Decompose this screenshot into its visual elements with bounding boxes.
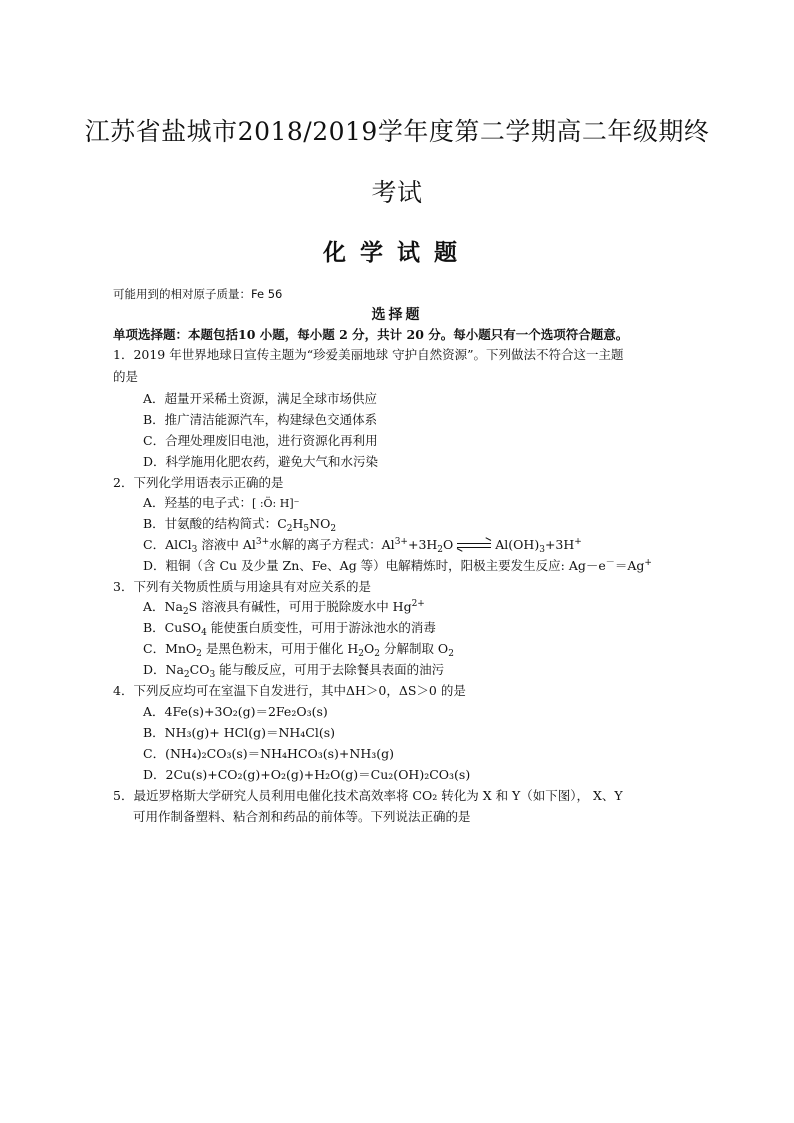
glycine-formula: $C_2H_5NO_2$ bbox=[277, 516, 337, 534]
exam-title-line1: 江苏省盐城市2018/2019学年度第二学期高二年级期终 bbox=[84, 117, 710, 146]
q2-d-part2: ＝Ag bbox=[614, 558, 645, 573]
section-heading: 选择题 bbox=[371, 307, 423, 323]
q5-stem-cont: 可用作制备塑料、粘合剂和药品的前体等。下列说法正确的是 bbox=[133, 809, 471, 824]
q1-option-a: A．超量开采稀土资源，满足全球市场供应 bbox=[143, 391, 378, 406]
q2-option-c: C．AlCl$_3$ 溶液中 $Al^{3+}$水解的离子方程式：$Al^{3+}+3H_2O$ $Al(OH)_3+3H^+$ bbox=[143, 537, 582, 555]
section-instruction: 单项选择题：本题包括10 小题，每小题 2 分，共计 20 分。每小题只有一个选项符合题意。 bbox=[113, 327, 629, 342]
q3-a-part1: A．Na bbox=[143, 599, 183, 614]
q1-option-c: C．合理处理废旧电池，进行资源化再利用 bbox=[143, 433, 378, 448]
q2-stem: 2．下列化学用语表示正确的是 bbox=[113, 475, 284, 490]
q3-option-d: D．$Na_2CO_3$ 能与酸反应，可用于去除餐具表面的油污 bbox=[143, 662, 445, 680]
q2-option-d: D．粗铜（含 Cu 及少量 Zn、Fe、Ag 等）电解精炼时，阳极主要发生反应: Ag－e－＝Ag+ bbox=[143, 558, 652, 573]
q2-c-part2: 溶液中 Al bbox=[197, 537, 256, 552]
q4-option-a: A．4Fe(s)+3O₂(g)＝2Fe₂O₃(s) bbox=[143, 704, 328, 719]
q2-c-part4: +3H bbox=[407, 537, 438, 552]
q3-d-part1: D．Na bbox=[143, 662, 184, 677]
subject-title: 化学试题 bbox=[323, 239, 471, 266]
q2-c-part6: Al(OH) bbox=[495, 537, 540, 552]
q3-c-part2: 是黑色粉末，可用于催化 H bbox=[201, 641, 359, 656]
q2-c-part1: C．AlCl bbox=[143, 537, 192, 552]
q4-option-d: D．2Cu(s)+CO₂(g)+O₂(g)+H₂O(g)＝Cu₂(OH)₂CO₃(s) bbox=[143, 767, 471, 782]
q3-c-part4: 分解制取 O bbox=[379, 641, 449, 656]
q1-option-d: D．科学施用化肥农药，避免大气和水污染 bbox=[143, 454, 379, 469]
equilibrium-arrow-icon bbox=[457, 541, 491, 551]
q2-c-part7: +3H bbox=[544, 537, 575, 552]
q3-d-part2: CO bbox=[189, 662, 210, 677]
q2-d-part1: D．粗铜（含 Cu 及少量 Zn、Fe、Ag 等）电解精炼时，阳极主要发生反应: Ag－e bbox=[143, 558, 606, 573]
q2-c-part5: O bbox=[443, 537, 454, 552]
q4-option-b: B．NH₃(g)+ HCl(g)＝NH₄Cl(s) bbox=[143, 725, 336, 740]
exam-title-line2: 考试 bbox=[371, 178, 423, 207]
q2-option-a-text: A．羟基的电子式： bbox=[143, 495, 253, 510]
q3-option-c: C．MnO$_2$ 是黑色粉末，可用于催化 $H_2O_2$ 分解制取 $O_2$ bbox=[143, 641, 454, 659]
q3-b-part2: 能使蛋白质变性，可用于游泳池水的消毒 bbox=[206, 620, 436, 635]
q2-option-b-text: B．甘氨酸的结构简式： bbox=[143, 516, 278, 531]
q3-d-part3: 能与酸反应，可用于去除餐具表面的油污 bbox=[215, 662, 445, 677]
hydroxyl-electron-formula: [ :Ö: H]⁻ bbox=[252, 497, 300, 510]
q2-option-b bbox=[143, 516, 336, 532]
q1-option-b: B．推广清洁能源汽车，构建绿色交通体系 bbox=[143, 412, 378, 427]
q3-a-part2: S 溶液具有碱性，可用于脱除废水中 Hg bbox=[188, 599, 412, 614]
q2-c-part3: 水解的离子方程式：Al bbox=[269, 537, 395, 552]
q4-stem: 4．下列反应均可在室温下自发进行，其中ΔH＞0，ΔS＞0 的是 bbox=[113, 683, 466, 698]
q3-option-a: A．$Na_2S$ 溶液具有碱性，可用于脱除废水中 $Hg^{2+}$ bbox=[143, 599, 425, 617]
q1-stem-cont: 的是 bbox=[113, 369, 139, 384]
q3-c-part1: C．MnO bbox=[143, 641, 197, 656]
q3-option-b: B．CuSO$_4$ 能使蛋白质变性，可用于游泳池水的消毒 bbox=[143, 620, 436, 638]
q4-option-c: C．(NH₄)₂CO₃(s)＝NH₄HCO₃(s)+NH₃(g) bbox=[143, 746, 394, 761]
q2-option-a bbox=[143, 495, 299, 512]
q1-stem: 1．2019 年世界地球日宣传主题为“珍爱美丽地球 守护自然资源”。下列做法不符合这一主题 bbox=[113, 347, 624, 362]
q3-b-part1: B．CuSO bbox=[143, 620, 202, 635]
q5-stem: 5．最近罗格斯大学研究人员利用电催化技术高效率将 CO₂ 转化为 X 和 Y（如下图）， X、Y bbox=[113, 788, 623, 803]
q3-c-part3: O bbox=[364, 641, 375, 656]
q3-stem: 3．下列有关物质性质与用途具有对应关系的是 bbox=[113, 579, 371, 594]
atomic-mass-note: 可能用到的相对原子质量：Fe 56 bbox=[113, 287, 283, 301]
